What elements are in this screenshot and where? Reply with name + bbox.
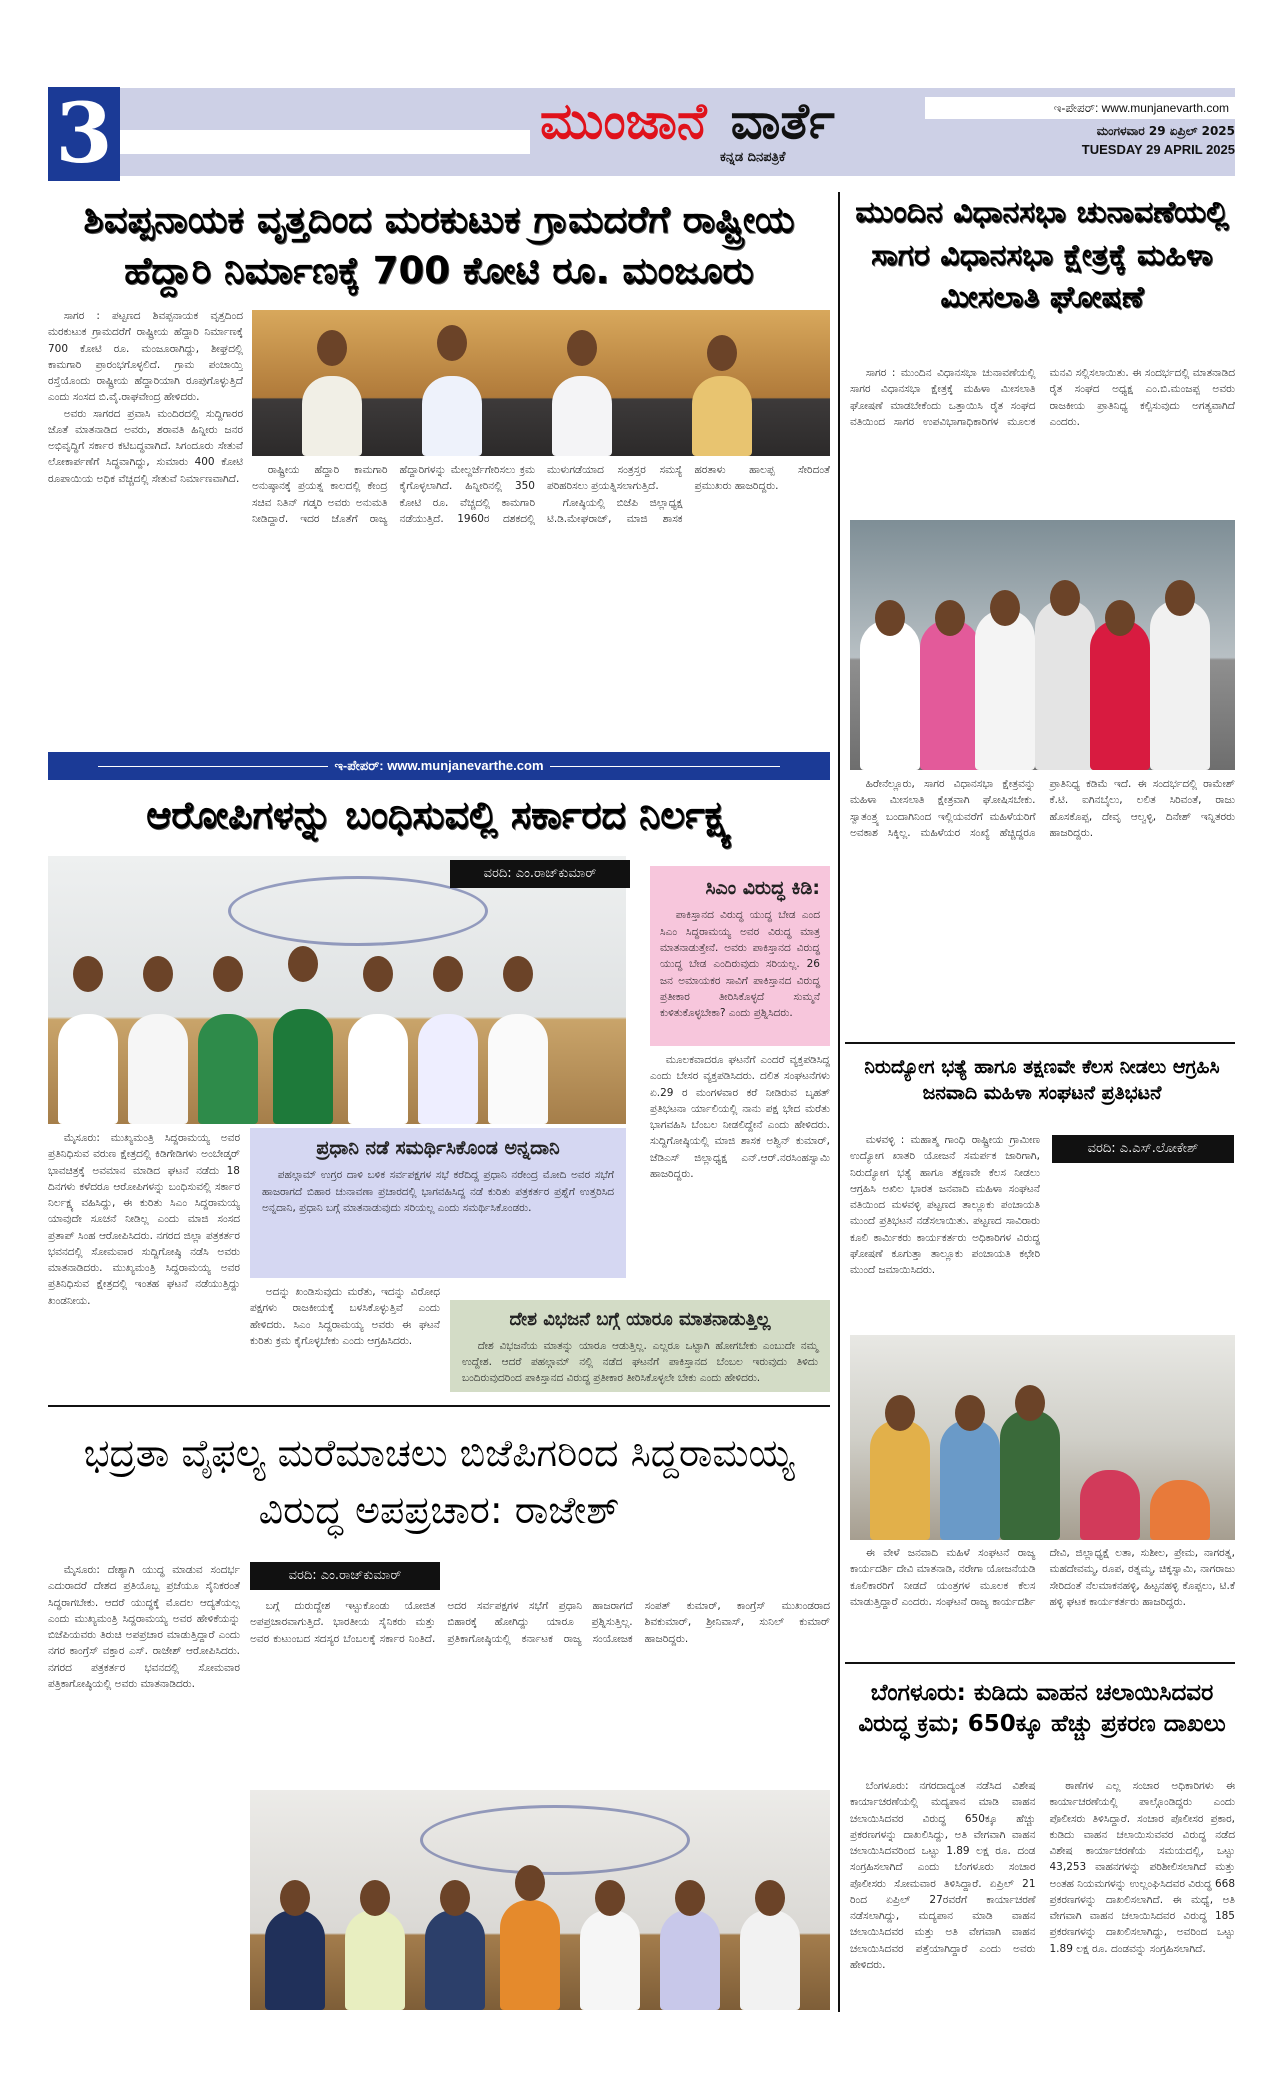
article-drunk-driving	[850, 1778, 1235, 2010]
box-title: ಸಿಎಂ ವಿರುದ್ಧ ಕಿಡಿ:	[705, 877, 820, 899]
section-divider	[845, 1662, 1235, 1664]
logo-red: ಮುಂಜಾನೆ	[540, 92, 707, 150]
date-english: TUESDAY 29 APRIL 2025	[1081, 142, 1235, 157]
article-reservation-top	[850, 365, 1235, 515]
article-protest-bottom	[850, 1545, 1235, 1657]
article-paragraph: ಅದನ್ನು ಖಂಡಿಸುವುದು ಮರೆತು, ಇದನ್ನು ವಿರೋಧ ಪಕ್ಷಗಳು ರಾಜಕೀಯಕ್ಕೆ ಬಳಸಿಕೊಳ್ಳುತ್ತಿವೆ ಎಂದು ಹೇಳಿದರು. ಸಿಎಂ ಸಿದ್ದರಾಮಯ್ಯ ಅವರು ಈ ಘಟನೆ ಕುರಿತು ಕ್ರಮ ಕೈಗೊಳ್ಳಬೇಕು ಎಂದು ಆಗ್ರಹಿಸಿದರು.	[250, 1286, 440, 1347]
article-accused-col-right	[650, 1052, 830, 1292]
article-paragraph: ಮೈಸೂರು: ದೇಶ್ಯಾಗಿ ಯುದ್ಧ ಮಾಡುವ ಸಂದರ್ಭ ಎದುರಾದರೆ ದೇಶದ ಪ್ರತಿಯೊಬ್ಬ ಪ್ರಜೆಯೂ ಸೈನಿಕರಂತೆ ಸಿದ್ಧರಾಗಬೇಕು. ಆದರೆ ಯುದ್ಧಕ್ಕೆ ಮೊದಲ ಆದ್ಯತೆಯಲ್ಲ ಎಂದು ಮುಖ್ಯಮಂತ್ರಿ ಸಿದ್ದರಾಮಯ್ಯ ಅವರ ಹೇಳಿಕೆಯನ್ನು ಬಿಜೆಪಿಯವರು ತಿರುಚಿ ಅಪಪ್ರಚಾರ ಮಾಡುತ್ತಿದ್ದಾರೆ ಎಂದು ನಗರ ಕಾಂಗ್ರೆಸ್ ವಕ್ತಾರ ಎಸ್. ರಾಜೇಶ್ ಆರೋಪಿಸಿದರು. ನಗರದ ಪತ್ರಕರ್ತರ ಭವನದಲ್ಲಿ ಸೋಮವಾರ ಪತ್ರಿಕಾಗೋಷ್ಠಿಯಲ್ಲಿ ಅವರು ಮಾತನಾಡಿದರು.	[48, 1564, 240, 1690]
article-paragraph: ಅವರು ಸಾಗರದ ಪ್ರವಾಸಿ ಮಂದಿರದಲ್ಲಿ ಸುದ್ದಿಗಾರರ ಜೊತೆ ಮಾತನಾಡಿದ ಅವರು, ಶರಾವತಿ ಹಿನ್ನೀರು ಜನರ ಅಭಿವೃದ್ಧಿಗೆ ಸರ್ಕಾರ ಕಟಿಬದ್ಧವಾಗಿದೆ. ಸಿಗಂದೂರು ಸೇತುವೆ ಲೋಕಾರ್ಪಣೆಗೆ ಸಿದ್ಧವಾಗಿದ್ದು, ಸುಮಾರು 400 ಕೋಟಿ ರೂಪಾಯಿಯ ಅಧಿಕ ವೆಚ್ಚದಲ್ಲಿ ಸೇತುವೆ ನಿರ್ಮಾಣವಾಗಿದೆ.	[48, 407, 243, 485]
tagline: ಕನ್ನಡ ದಿನಪತ್ರಿಕೆ	[720, 150, 786, 165]
box-title: ದೇಶ ವಿಭಜನೆ ಬಗ್ಗೆ ಯಾರೂ ಮಾತನಾಡುತ್ತಿಲ್ಲ	[509, 1309, 771, 1330]
sidebar-box-partition	[450, 1300, 830, 1392]
section-divider	[845, 1042, 1235, 1044]
article-propaganda-col1	[48, 1562, 240, 2012]
headline-propaganda: ಭದ್ರತಾ ವೈಫಲ್ಯ ಮರೆಮಾಚಲು ಬಿಜೆಪಿಗರಿಂದ ಸಿದ್ದರಾಮಯ್ಯ ವಿರುದ್ಧ ಅಪಪ್ರಚಾರ: ರಾಜೇಶ್	[83, 1431, 795, 1532]
epaper-banner[interactable]: ಇ-ಪೇಪರ್: www.munjanevarthe.com	[48, 752, 830, 780]
section-divider	[48, 1405, 830, 1407]
photo-congress-meet	[250, 1790, 830, 2010]
article-lead: ಸಾಗರ : ಪಟ್ಟಣದ ಶಿವಪ್ಪನಾಯಕ ವೃತ್ತದಿಂದ ಮರಕುಟುಕ ಗ್ರಾಮದರೆಗೆ ರಾಷ್ಟ್ರೀಯ ಹೆದ್ದಾರಿ ನಿರ್ಮಾಣಕ್ಕೆ 700 ಕೋಟಿ ರೂ. ಮಂಜೂರಾಗಿದ್ದು, ಶೀಘ್ರದಲ್ಲಿ ಕಾಮಗಾರಿ ಪ್ರಾರಂಭಗೊಳ್ಳಲಿದೆ. ಗ್ರಾಮ ಪಂಚಾಯ್ತಿ ರಸ್ತೆಯೊಂದು ರಾಷ್ಟ್ರೀಯ ಹೆದ್ದಾರಿಯಾಗಿ ರೂಪುಗೊಳ್ಳುತ್ತಿದೆ ಎಂದು ಸಂಸದ ಬಿ.ವೈ.ರಾಘವೇಂದ್ರ ಹೇಳಿದರು.	[48, 310, 243, 404]
article-reservation-bottom	[850, 776, 1235, 1038]
headline-highway: ಶಿವಪ್ಪನಾಯಕ ವೃತ್ತದಿಂದ ಮರಕುಟುಕ ಗ್ರಾಮದರೆಗೆ ರಾಷ್ಟ್ರೀಯ ಹೆದ್ದಾರಿ ನಿರ್ಮಾಣಕ್ಕೆ 700 ಕೋಟಿ ರೂ. ಮಂಜೂರು	[83, 198, 795, 293]
headline-accused: ಆರೋಪಿಗಳನ್ನು ಬಂಧಿಸುವಲ್ಲಿ ಸರ್ಕಾರದ ನಿರ್ಲಕ್ಷ್ಯ	[146, 793, 732, 837]
sidebar-box-cm	[650, 866, 830, 1046]
article-paragraph: ಈ ವೇಳೆ ಜನವಾದಿ ಮಹಿಳೆ ಸಂಘಟನೆ ರಾಜ್ಯ ಕಾರ್ಯದರ್ಶಿ ದೇವಿ ಮಾತನಾಡಿ, ನರೇಗಾ ಯೋಜನೆಯಡಿ ಕೂಲಿಕಾರರಿಗೆ ನೀಡದೆ ಯಂತ್ರಗಳ ಮೂಲಕ ಕೆಲಸ ಮಾಡುತ್ತಿದ್ದಾರೆ ಎಂದರು. ಸಂಘಟನೆ ರಾಜ್ಯ ಕಾರ್ಯದರ್ಶಿ ದೇವಿ, ಜಿಲ್ಲಾಧ್ಯಕ್ಷೆ ಲತಾ, ಸುಶೀಲ, ಪ್ರೇಮ, ನಾಗರತ್ನ, ಮಹದೇವಮ್ಮ, ರೂಪ, ರತ್ನಮ್ಮ, ಚಿಕ್ಕಸ್ವಾಮಿ, ನಾಗರಾಜು ಸೇರಿದಂತೆ ನೆಲಮಾಕನಹಳ್ಳಿ, ಹಿಟ್ಟನಹಳ್ಳಿ ಕೊಪ್ಪಲು, ಟಿ.ಕೆ ಹಳ್ಳಿ ಘಟಕ ಕಾರ್ಯಕರ್ತರು ಹಾಜರಿದ್ದರು.	[850, 1547, 1235, 1608]
headline-reservation: ಮುಂದಿನ ವಿಧಾನಸಭಾ ಚುನಾವಣೆಯಲ್ಲಿ ಸಾಗರ ವಿಧಾನಸಭಾ ಕ್ಷೇತ್ರಕ್ಕೆ ಮಹಿಳಾ ಮೀಸಲಾತಿ ಘೋಷಣೆ	[855, 195, 1229, 316]
byline-tag: ವರದಿ: ಎಂ.ರಾಜ್‌ಕುಮಾರ್	[250, 1562, 440, 1590]
article-propaganda-cols	[250, 1598, 830, 1784]
date-kannada: ಮಂಗಳವಾರ 29 ಏಪ್ರಿಲ್ 2025	[1096, 124, 1235, 138]
byline-tag: ವರದಿ: ಎ.ಎಸ್.ಲೋಕೇಶ್	[1052, 1135, 1234, 1163]
article-paragraph: ಠಾಣೆಗಳ ಎಲ್ಲ ಸಂಚಾರ ಅಧಿಕಾರಿಗಳು ಈ ಕಾರ್ಯಾಚರಣೆಯಲ್ಲಿ ಪಾಲ್ಗೊಂಡಿದ್ದರು ಎಂದು ಪೊಲೀಸರು ತಿಳಿಸಿದ್ದಾರೆ. ಸಂಚಾರ ಪೊಲೀಸರ ಪ್ರಕಾರ, ಕುಡಿದು ವಾಹನ ಚಲಾಯಿಸುವವರ ವಿರುದ್ಧ ನಡೆದ ವಿಶೇಷ ಕಾರ್ಯಾಚರಣೆಯ ಸಮಯದಲ್ಲಿ, ಒಟ್ಟು 43,253 ವಾಹನಗಳನ್ನು ಪರಿಶೀಲಿಸಲಾಗಿದೆ ಮತ್ತು ಅಂತಹ ನಿಯಮಗಳನ್ನು ಉಲ್ಲಂಘಿಸಿದವರ ವಿರುದ್ಧ 668 ಪ್ರಕರಣಗಳನ್ನು ದಾಖಲಿಸಲಾಗಿದೆ. ಈ ಮಧ್ಯೆ, ಅತಿ ವೇಗವಾಗಿ ವಾಹನ ಚಲಾಯಿಸಿದವರ ವಿರುದ್ಧ 185 ಪ್ರಕರಣಗಳನ್ನು ದಾಖಲಿಸಲಾಗಿದ್ದು, ಅವರಿಂದ ಒಟ್ಟು 1.89 ಲಕ್ಷ ರೂ. ದಂಡವನ್ನು ಸಂಗ್ರಹಿಸಲಾಗಿದೆ.	[1049, 1780, 1235, 1955]
article-paragraph: ಸಾಗರ : ಮುಂದಿನ ವಿಧಾನಸಭಾ ಚುನಾವಣೆಯಲ್ಲಿ ಸಾಗರ ವಿಧಾನಸಭಾ ಕ್ಷೇತ್ರಕ್ಕೆ ಮಹಿಳಾ ಮೀಸಲಾತಿ ಘೋಷಣೆ ಮಾಡಬೇಕೆಂದು ಒತ್ತಾಯಿಸಿ ರೈತ ಸಂಘದ ವತಿಯಿಂದ ಸಾಗರ ಉಪವಿಭಾಗಾಧಿಕಾರಿಗಳ ಮೂಲಕ ಮನವಿ ಸಲ್ಲಿಸಲಾಯಿತು. ಈ ಸಂದರ್ಭದಲ್ಲಿ ಮಾತನಾಡಿದ ರೈತ ಸಂಘದ ಅಧ್ಯಕ್ಷ ಎಂ.ಬಿ.ಮಂಜಪ್ಪ ಅವರು ರಾಜಕೀಯ ಪ್ರಾತಿನಿಧ್ಯ ಕಲ್ಪಿಸುವುದು ಅಗತ್ಯವಾಗಿದೆ ಎಂದರು.	[850, 367, 1235, 428]
article-accused-col2	[250, 1284, 440, 1400]
article-paragraph: ಬೆಂಗಳೂರು: ನಗರದಾದ್ಯಂತ ನಡೆಸಿದ ವಿಶೇಷ ಕಾರ್ಯಾಚರಣೆಯಲ್ಲಿ ಮದ್ಯಪಾನ ಮಾಡಿ ವಾಹನ ಚಲಾಯಿಸಿದವರ ವಿರುದ್ಧ 650ಕ್ಕೂ ಹೆಚ್ಚು ಪ್ರಕರಣಗಳನ್ನು ದಾಖಲಿಸಿದ್ದು, ಅತಿ ವೇಗವಾಗಿ ವಾಹನ ಚಲಾಯಿಸಿದವರಿಂದ ಒಟ್ಟು 1.89 ಲಕ್ಷ ರೂ. ದಂಡ ಸಂಗ್ರಹಿಸಲಾಗಿದೆ ಎಂದು ಬೆಂಗಳೂರು ಸಂಚಾರ ಪೊಲೀಸರು ಸೋಮವಾರ ತಿಳಿಸಿದ್ದಾರೆ. ಏಪ್ರಿಲ್ 21 ರಿಂದ ಏಪ್ರಿಲ್ 27ರವರೆಗೆ ಕಾರ್ಯಾಚರಣೆ ನಡೆಸಲಾಗಿದ್ದು, ಮದ್ಯಪಾನ ಮಾಡಿ ವಾಹನ ಚಲಾಯಿಸಿದವರ ಮತ್ತು ಅತಿ ವೇಗವಾಗಿ ವಾಹನ ಚಲಾಯಿಸಿದವರ ಪತ್ತೆಯಾಗಿದ್ದಾರೆ ಎಂದು ಅವರು ಹೇಳಿದರು.	[850, 1780, 1036, 1971]
headline-drunk-driving: ಬೆಂಗಳೂರು: ಕುಡಿದು ವಾಹನ ಚಲಾಯಿಸಿದವರ ವಿರುದ್ಧ ಕ್ರಮ; 650ಕ್ಕೂ ಹೆಚ್ಚು ಪ್ರಕರಣ ದಾಖಲು	[858, 1680, 1226, 1738]
photo-farmers-memorandum	[850, 520, 1235, 770]
article-highway-cols	[252, 462, 830, 738]
article-paragraph: ಗೋಷ್ಠಿಯಲ್ಲಿ ಬಿಜೆಪಿ ಜಿಲ್ಲಾಧ್ಯಕ್ಷ ಟಿ.ಡಿ.ಮೇಘರಾಜ್, ಮಾಜಿ ಶಾಸಕ ಹರತಾಳು ಹಾಲಪ್ಪ ಸೇರಿದಂತೆ ಪ್ರಮುಖರು ಹಾಜರಿದ್ದರು.	[547, 464, 830, 525]
sidebar-box-pm	[250, 1128, 626, 1278]
box-text: ಪಹಲ್ಗಾಮ್ ಉಗ್ರರ ದಾಳಿ ಬಳಿಕ ಸರ್ವಪಕ್ಷಗಳ ಸಭೆ ಕರೆದಿದ್ದ ಪ್ರಧಾನಿ ನರೇಂದ್ರ ಮೋದಿ ಅವರ ಸಭೆಗೆ ಹಾಜರಾಗದೆ ಬಿಹಾರ ಚುನಾವಣಾ ಪ್ರಚಾರದಲ್ಲಿ ಭಾಗವಹಿಸಿದ್ದ ನಡೆ ಕುರಿತು ಪತ್ರಕರ್ತರ ಪ್ರಶ್ನೆಗೆ ಉತ್ತರಿಸಿದ ಅನ್ನದಾನಿ, ಪ್ರಧಾನಿ ಬಗ್ಗೆ ಮಾತನಾಡುವುದು ಸರಿಯಲ್ಲ ಎಂದು ಸಮರ್ಥಿಸಿಕೊಂಡರು.	[262, 1169, 614, 1214]
article-paragraph: ರಾಷ್ಟ್ರೀಯ ಹೆದ್ದಾರಿ ಕಾಮಗಾರಿ ಅನುಷ್ಠಾನಕ್ಕೆ ಪ್ರಯತ್ನ ಕಾಲದಲ್ಲಿ ಕೇಂದ್ರ ಸಚಿವ ನಿತಿನ್ ಗಡ್ಕರಿ ಅವರು ಅನುಮತಿ ನೀಡಿದ್ದಾರೆ. ಇದರ ಜೊತೆಗೆ ರಾಜ್ಯ ಹೆದ್ದಾರಿಗಳನ್ನು ಮೇಲ್ದರ್ಜೆಗೇರಿಸಲು ಕ್ರಮ ಕೈಗೊಳ್ಳಲಾಗಿದೆ. ಹಿನ್ನೀರಿನಲ್ಲಿ 350 ಕೋಟಿ ರೂ. ವೆಚ್ಚದಲ್ಲಿ ಕಾಮಗಾರಿ ನಡೆಯುತ್ತಿದೆ. 1960ರ ದಶಕದಲ್ಲಿ ಮುಳುಗಡೆಯಾದ ಸಂತ್ರಸ್ತರ ಸಮಸ್ಯೆ ಪರಿಹರಿಸಲು ಪ್ರಯತ್ನಿಸಲಾಗುತ್ತಿದೆ.	[252, 464, 683, 525]
byline-tag: ವರದಿ: ಎಂ.ರಾಜ್‌ಕುಮಾರ್	[450, 860, 630, 888]
article-protest-col1	[850, 1132, 1040, 1332]
headline-protest: ನಿರುದ್ಯೋಗ ಭತ್ಯೆ ಹಾಗೂ ತಕ್ಷಣವೇ ಕೆಲಸ ನೀಡಲು ಆಗ್ರಹಿಸಿ ಜನವಾದಿ ಮಹಿಳಾ ಸಂಘಟನೆ ಪ್ರತಿಭಟನೆ	[864, 1056, 1220, 1104]
newspaper-logo	[540, 92, 835, 151]
article-highway-col1	[48, 308, 243, 738]
photo-press-meet	[252, 310, 830, 456]
photo-protest	[850, 1335, 1235, 1540]
article-paragraph: ಬಗ್ಗೆ ದುರುದ್ದೇಶ ಇಟ್ಟುಕೊಂಡು ಯೋಜಿತ ಅಪಪ್ರಚಾರವಾಗುತ್ತಿದೆ. ಭಾರತೀಯ ಸೈನಿಕರು ಮತ್ತು ಅವರ ಕುಟುಂಬದ ಸದಸ್ಯರ ಬೆಂಬಲಕ್ಕೆ ಸರ್ಕಾರ ನಿಂತಿದೆ. ಅದರ ಸರ್ವಪಕ್ಷಗಳ ಸಭೆಗೆ ಪ್ರಧಾನಿ ಹಾಜರಾಗದೆ ಬಿಹಾರಕ್ಕೆ ಹೋಗಿದ್ದು ಯಾರೂ ಪ್ರಶ್ನಿಸುತ್ತಿಲ್ಲ. ಪ್ರತಿಕಾಗೋಷ್ಠಿಯಲ್ಲಿ ಕರ್ನಾಟಕ ರಾಜ್ಯ ಸಂಯೋಜಕ ಸಂಪತ್ ಕುಮಾರ್, ಕಾಂಗ್ರೆಸ್ ಮುಖಂಡರಾದ ಶಿವಕುಮಾರ್, ಶ್ರೀನಿವಾಸ್, ಸುನಿಲ್ ಕುಮಾರ್ ಹಾಜರಿದ್ದರು.	[250, 1600, 830, 1645]
box-text: ಪಾಕಿಸ್ತಾನದ ವಿರುದ್ಧ ಯುದ್ಧ ಬೇಡ ಎಂದ ಸಿಎಂ ಸಿದ್ಧರಾಮಯ್ಯ ಅವರ ವಿರುದ್ಧ ಮಾತ್ರ ಮಾತನಾಡುತ್ತೇನೆ. ಅವರು ಪಾಕಿಸ್ತಾನದ ವಿರುದ್ಧ ಯುದ್ಧ ಬೇಡ ಎಂದಿರುವುದು ಸರಿಯಲ್ಲ. 26 ಜನ ಅಮಾಯಕರ ಸಾವಿಗೆ ಪಾಕಿಸ್ತಾನದ ವಿರುದ್ಧ ಪ್ರತೀಕಾರ ತೀರಿಸಿಕೊಳ್ಳದೆ ಸುಮ್ಮನೆ ಕುಳಿತುಕೊಳ್ಳಬೇಕಾ? ಎಂದು ಪ್ರಶ್ನಿಸಿದರು.	[660, 909, 820, 1020]
article-paragraph: ಮೂಲಕವಾದರೂ ಘಟನೆಗೆ ಎಂದರೆ ವ್ಯಕ್ತಪಡಿಸಿದ್ದ ಎಂದು ಬೇಸರ ವ್ಯಕ್ತಪಡಿಸಿದರು. ದಲಿತ ಸಂಘಟನೆಗಳು ಏ.29 ರ ಮಂಗಳವಾರ ಕರೆ ನೀಡಿರುವ ಬೃಹತ್ ಪ್ರತಿಭಟನಾ ರ್ಯಾಲಿಯಲ್ಲಿ ನಾನು ಪಕ್ಷ ಭೇದ ಮರೆತು ಭಾಗವಹಿಸಿ ಬೆಂಬಲ ನೀಡಲಿದ್ದೇನೆ ಎಂದು ಹೇಳಿದರು. ಸುದ್ದಿಗೋಷ್ಠಿಯಲ್ಲಿ ಮಾಜಿ ಶಾಸಕ ಅಶ್ವಿನ್ ಕುಮಾರ್, ಜೆಡಿಎಸ್ ಜಿಲ್ಲಾಧ್ಯಕ್ಷ ಎನ್.ಆರ್.ನರಸಿಂಹಸ್ವಾಮಿ ಹಾಜರಿದ್ದರು.	[650, 1054, 830, 1180]
epaper-link[interactable]: ಇ-ಪೇಪರ್: www.munjanevarth.com	[925, 97, 1235, 119]
article-paragraph: ಮೈಸೂರು: ಮುಖ್ಯಮಂತ್ರಿ ಸಿದ್ದರಾಮಯ್ಯ ಅವರ ಪ್ರತಿನಿಧಿಸುವ ವರುಣ ಕ್ಷೇತ್ರದಲ್ಲಿ ಕಿಡಿಗೇಡಿಗಳು ಅಂಬೇಡ್ಕರ್ ಭಾವಚಿತ್ರಕ್ಕೆ ಅವಮಾನ ಮಾಡಿದ ಘಟನೆ ನಡೆದು 18 ದಿನಗಳು ಕಳೆದರೂ ಆರೋಪಿಗಳನ್ನು ಬಂಧಿಸುವಲ್ಲಿ ಸರ್ಕಾರ ನಿರ್ಲಕ್ಷ್ಯ ವಹಿಸಿದ್ದು, ಈ ಕುರಿತು ಸಿಎಂ ಸಿದ್ದರಾಮಯ್ಯ ಯಾವುದೇ ಸೂಚನೆ ನೀಡಿಲ್ಲ ಎಂದು ಮಾಜಿ ಸಂಸದ ಪ್ರತಾಪ್ ಸಿಂಹ ಆರೋಪಿಸಿದರು. ನಗರದ ಜಿಲ್ಲಾ ಪತ್ರಕರ್ತರ ಭವನದಲ್ಲಿ ಸೋಮವಾರ ಸುದ್ದಿಗೋಷ್ಠಿ ನಡೆಸಿ ಅವರು ಮಾತನಾಡಿದರು. ಮುಖ್ಯಮಂತ್ರಿ ಸಿದ್ದರಾಮಯ್ಯ ಅವರ ಪ್ರತಿನಿಧಿಸುವ ಕ್ಷೇತ್ರದಲ್ಲಿ ಇಂತಹ ಘಟನೆ ನಡೆಯುತ್ತಿದ್ದು ಖಂಡನೀಯ.	[48, 1132, 240, 1307]
box-text: ದೇಶ ವಿಭಜನೆಯ ಮಾತನ್ನು ಯಾರೂ ಆಡುತ್ತಿಲ್ಲ. ಎಲ್ಲರೂ ಒಟ್ಟಾಗಿ ಹೋಗಬೇಕು ಎಂಬುದೇ ನಮ್ಮ ಉದ್ದೇಶ. ಆದರೆ ಪಹಲ್ಗಾಮ್ ನಲ್ಲಿ ನಡೆದ ಘಟನೆಗೆ ಪಾಕಿಸ್ತಾನದ ಬೆಂಬಲ ಇರುವುದು ತಿಳಿದು ಬಂದಿರುವುದರಿಂದ ಪಾಕಿಸ್ತಾನದ ವಿರುದ್ಧ ಪ್ರತೀಕಾರ ತೀರಿಸಿಕೊಳ್ಳಲೇ ಬೇಕು ಎಂದು ಹೇಳಿದರು.	[462, 1339, 818, 1385]
article-accused-col1	[48, 1130, 240, 1400]
photo-press-conference	[48, 856, 626, 1124]
column-divider	[838, 192, 840, 2012]
masthead-stripe	[120, 130, 530, 154]
logo-black: ವಾರ್ತೆ	[730, 92, 835, 150]
article-paragraph: ಮಳವಳ್ಳಿ : ಮಹಾತ್ಮ ಗಾಂಧಿ ರಾಷ್ಟ್ರೀಯ ಗ್ರಾಮೀಣ ಉದ್ಯೋಗ ಖಾತರಿ ಯೋಜನೆ ಸಮರ್ಪಕ ಜಾರಿಗಾಗಿ, ನಿರುದ್ಯೋಗ ಭತ್ಯೆ ಹಾಗೂ ತಕ್ಷಣವೇ ಕೆಲಸ ನೀಡಲು ಆಗ್ರಹಿಸಿ ಅಖಿಲ ಭಾರತ ಜನವಾದಿ ಮಹಿಳಾ ಸಂಘಟನೆ ವತಿಯಿಂದ ಮಳವಳ್ಳಿ ಪಟ್ಟಣದ ತಾಲ್ಲೂಕು ಪಂಚಾಯತಿ ಮುಂದೆ ಪ್ರತಿಭಟನೆ ನಡೆಸಲಾಯಿತು. ಪಟ್ಟಣದ ಸಾವಿರಾರು ಕೂಲಿ ಕಾರ್ಮಿಕರು ಕಾರ್ಯಕರ್ತರು ಅಧಿಕಾರಿಗಳ ವಿರುದ್ಧ ಘೋಷಣೆ ಕೂಗುತ್ತಾ ತಾಲ್ಲೂಕು ಪಂಚಾಯತಿ ಕಛೇರಿ ಮುಂದೆ ಜಮಾಯಿಸಿದರು.	[850, 1134, 1040, 1277]
page-number: 3	[48, 87, 120, 181]
box-title: ಪ್ರಧಾನಿ ನಡೆ ಸಮರ್ಥಿಸಿಕೊಂಡ ಅನ್ನದಾನಿ	[316, 1137, 560, 1159]
article-paragraph: ಹಿರೇನೆಲ್ಲೂರು, ಸಾಗರ ವಿಧಾನಸಭಾ ಕ್ಷೇತ್ರವನ್ನು ಮಹಿಳಾ ಮೀಸಲಾತಿ ಕ್ಷೇತ್ರವಾಗಿ ಘೋಷಿಸಬೇಕು. ಸ್ವಾತಂತ್ರ್ಯ ಬಂದಾಗಿನಿಂದ ಇಲ್ಲಿಯವರೆಗೆ ಮಹಿಳೆಯರಿಗೆ ಅವಕಾಶ ಸಿಕ್ಕಿಲ್ಲ. ಮಹಿಳೆಯರ ಸಂಖ್ಯೆ ಹೆಚ್ಚಿದ್ದರೂ ಪ್ರಾತಿನಿಧ್ಯ ಕಡಿಮೆ ಇದೆ. ಈ ಸಂದರ್ಭದಲ್ಲಿ ರಾಮೇಶ್ ಕೆ.ಟಿ. ಐಗಿನಬೈಲು, ಲಲಿತ ಸಿರಿವಂತೆ, ರಾಜು ಹೊಸಕೊಪ್ಪ, ದೇವೃ ಆಲ್ವಳ್ಳಿ, ದಿನೇಶ್ ಇನ್ನಿತರರು ಹಾಜರಿದ್ದರು.	[850, 778, 1235, 839]
